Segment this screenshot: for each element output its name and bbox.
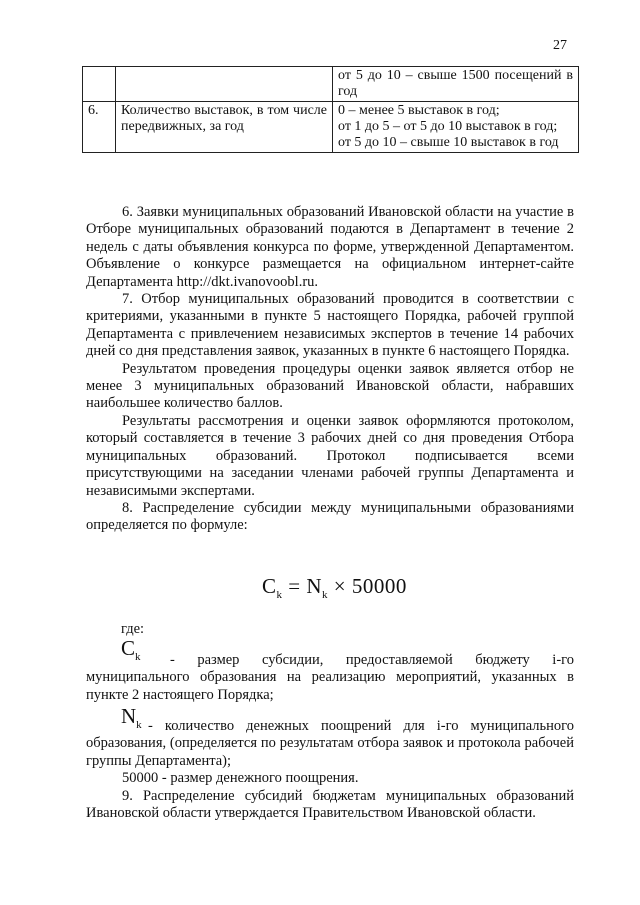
scale-line: от 5 до 10 – свыше 1500 посещений в год: [338, 68, 573, 99]
symbol-ck-sub: k: [135, 651, 141, 664]
criterion-scale: [333, 102, 579, 153]
paragraph-8: 8. Распределение субсидии между муниципальными образованиями определяется по формуле:: [86, 499, 574, 534]
scale-line: от 5 до 10 – свыше 10 выставок в год: [338, 135, 559, 150]
paragraph-6: 6. Заявки муниципальных образований Ивановской области на участие в Отборе муниципальных образований подаются в Департамент в течение 2 недель с даты объявления конкурса по форме, утвержденной Департаментом. Объявление о конкурсе размещается на официальном интернет-сайте Департамента http://dkt.ivanovoobl.ru.: [86, 204, 574, 290]
row-number: 6.: [83, 102, 116, 153]
where-label: где:: [121, 621, 145, 637]
paragraph-7: 7. Отбор муниципальных образований проводится в соответствии с критериями, указанными в пункте 5 настоящего Порядка, рабочей группой Департамента с привлечением независимых экспертов в течение 14 рабочих дней со дня представления заявок, указанных в пункте 6 настоящего Порядка.: [86, 291, 574, 360]
symbol-ck-letter: C: [121, 636, 136, 660]
criterion-scale: [333, 67, 579, 102]
scale-line: 0 – менее 5 выставок в год;: [338, 103, 500, 118]
formula-const: 50000: [351, 574, 407, 598]
scale-line: от 1 до 5 – от 5 до 10 выставок в год;: [338, 119, 558, 134]
formula-op: ×: [333, 574, 347, 598]
formula-rhs: N: [306, 574, 323, 598]
table-row: [83, 102, 579, 153]
formula: [262, 574, 407, 601]
criterion-name: Количество выставок, в том числе передвижных, за год: [116, 102, 333, 153]
symbol-nk-letter: N: [121, 704, 137, 728]
table-row: [83, 67, 579, 102]
formula-lhs-sub: k: [276, 589, 283, 602]
definition-const: 50000 - размер денежного поощрения.: [122, 770, 359, 787]
criteria-table: [82, 66, 579, 153]
row-number: [83, 67, 116, 102]
body-text: [86, 204, 574, 535]
criterion-name: [116, 67, 333, 102]
page-number: 27: [553, 38, 567, 53]
paragraph-protocol: Результаты рассмотрения и оценки заявок оформляются протоколом, который составляется в течение 3 рабочих дней со дня проведения Отбора муниципальных образований. Протокол подписывается всеми присутствующими на заседании членами рабочей группы Департамента и независимыми экспертами.: [86, 412, 574, 499]
definition-ck-text: - размер субсидии, предоставляемой бюджету i-го муниципального образования на реализацию мероприятий, указанных в пункте 2 настоящего Порядка;: [86, 652, 574, 703]
definition-ck: [86, 652, 574, 704]
symbol-nk-sub: k: [136, 719, 142, 732]
paragraph-9: 9. Распределение субсидий бюджетам муниципальных образований Ивановской области утверждается Правительством Ивановской области.: [86, 787, 574, 822]
definition-nk: [86, 718, 574, 822]
formula-rhs-sub: k: [322, 589, 329, 602]
formula-eq: =: [288, 574, 301, 598]
paragraph-result: Результатом проведения процедуры оценки заявок является отбор не менее 3 муниципальных образований Ивановской области, набравших наибольшее количество баллов.: [86, 360, 574, 412]
formula-lhs: C: [262, 574, 277, 598]
definition-nk-text: - количество денежных поощрений для i-го муниципального образования, (определяется по результатам отбора заявок и протокола рабочей группы Департамента);: [86, 718, 574, 769]
